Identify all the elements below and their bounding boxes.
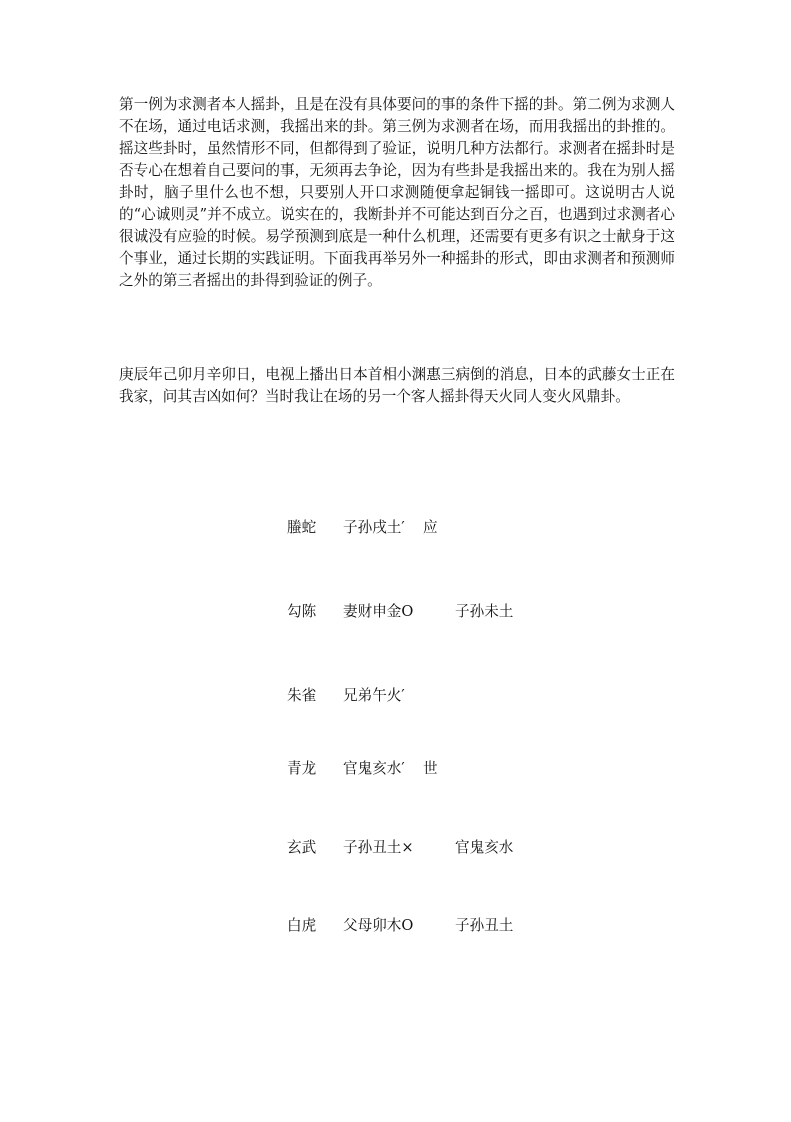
six-spirit-label: 白虎	[287, 917, 317, 934]
line-value: 子孙丑土×	[343, 839, 414, 856]
six-spirit-label: 螣蛇	[287, 519, 317, 536]
changed-line-value: 官鬼亥水	[455, 839, 514, 856]
shi-ying-tag: 应	[423, 519, 438, 536]
six-spirit-label: 朱雀	[287, 687, 317, 704]
changed-line-value: 子孙丑土	[455, 917, 514, 934]
six-spirit-label: 勾陈	[287, 603, 317, 620]
six-spirit-label: 玄武	[287, 839, 317, 856]
paragraph-case: 庚辰年己卯月辛卯日，电视上播出日本首相小渊惠三病倒的消息，日本的武藤女士正在我家，问其吉凶如何？当时我让在场的另一个客人摇卦得天火同人变火风鼎卦。	[119, 366, 675, 405]
line-value: 子孙戌土′	[343, 519, 405, 536]
six-spirit-label: 青龙	[287, 760, 317, 777]
line-value: 父母卯木O	[343, 917, 414, 934]
changed-line-value: 子孙未土	[455, 603, 514, 620]
line-value: 妻财申金O	[343, 603, 414, 620]
line-value: 官鬼亥水′	[343, 760, 405, 777]
line-value: 兄弟午火′	[343, 687, 405, 704]
paragraph-intro: 第一例为求测者本人摇卦，且是在没有具体要问的事的条件下摇的卦。第二例为求测人不在场，通过电话求测，我摇出来的卦。第三例为求测者在场，而用我摇出的卦推的。摇这些卦时，虽然情形不同，但都得到了验证，说明几种方法都行。求测者在摇卦时是否专心在想着自己要问的事，无须再去争论，因为有些卦是我摇出来的。我在为别人摇卦时，脑子里什么也不想，只要别人开口求测随便拿起铜钱一摇即可。这说明古人说的“心诚则灵”并不成立。说实在的，我断卦并不可能达到百分之百，也遇到过求测者心很诚没有应验的时候。易学预测到底是一种什么机理，还需要有更多有识之士献身于这个事业，通过长期的实践证明。下面我再举另外一种摇卦的形式，即由求测者和预测师之外的第三者摇出的卦得到验证的例子。	[119, 96, 675, 289]
shi-ying-tag: 世	[423, 760, 438, 777]
